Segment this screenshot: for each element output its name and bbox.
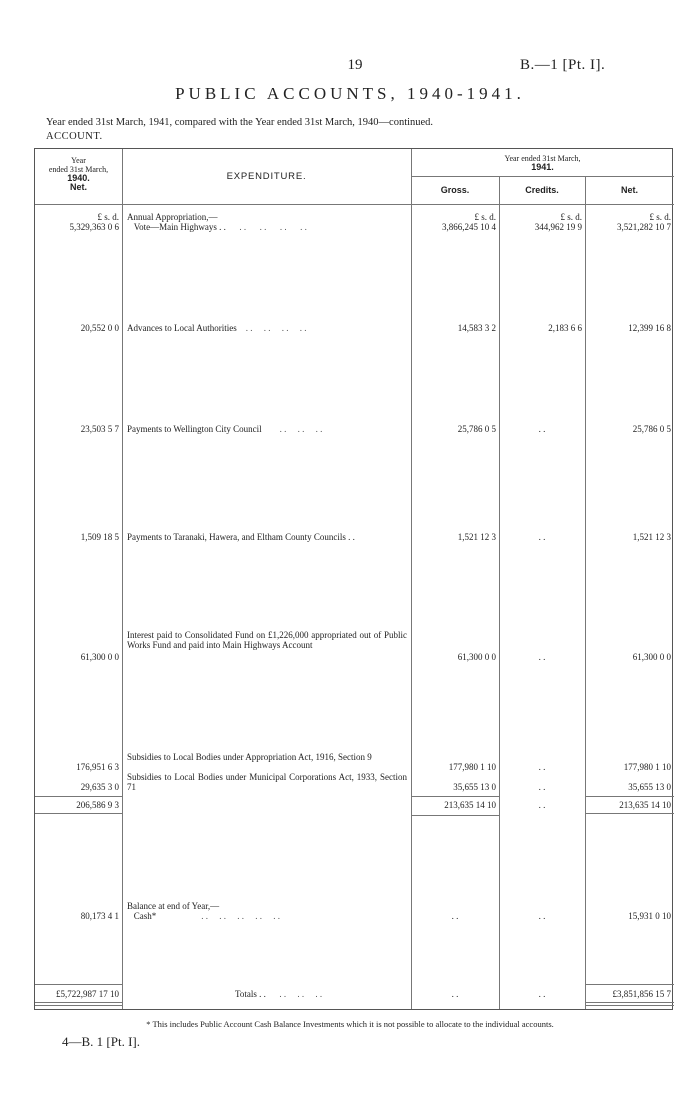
subtotal-rule — [411, 815, 499, 816]
credits-cell: . . — [538, 424, 546, 434]
totals-rule — [35, 1002, 122, 1003]
subtitle: Year ended 31st March, 1941, compared with the Year ended 31st March, 1940—continued. — [46, 117, 434, 128]
totals-rule — [585, 984, 674, 985]
net-cell: 3,521,282 10 7 — [617, 222, 671, 232]
prev-net-cell: 23,503 5 7 — [80, 424, 119, 434]
account-label: ACCOUNT. — [46, 131, 103, 142]
header-text: Year ended 31st March, — [504, 154, 581, 163]
subtotal-prev-net: 206,586 9 3 — [76, 800, 119, 810]
subtotal-rule — [35, 813, 122, 814]
gross-cell: . . — [451, 911, 459, 921]
gross-cell: 3,866,245 10 4 — [442, 222, 496, 232]
document-reference: B.—1 [Pt. I]. — [520, 57, 606, 73]
gross-cell: 35,655 13 0 — [453, 782, 496, 792]
prev-net-header: Net. — [69, 182, 87, 192]
gross-cell: 61,300 0 0 — [457, 652, 496, 662]
unit-label: £ s. d. — [474, 212, 496, 222]
net-cell: 12,399 16 8 — [628, 323, 671, 333]
unit-label: £ s. d. — [649, 212, 671, 222]
column-divider — [122, 149, 123, 1009]
prev-net-cell: 20,552 0 0 — [80, 323, 119, 333]
desc-text: Totals . . — [235, 989, 266, 999]
subtotal-rule — [585, 813, 674, 814]
net-cell: 1,521 12 3 — [632, 532, 671, 542]
column-divider — [411, 149, 412, 1009]
column-divider — [499, 176, 500, 1009]
subtotal-rule — [35, 796, 122, 797]
net-cell: 25,786 0 5 — [632, 424, 671, 434]
prev-net-cell: 29,635 3 0 — [80, 782, 119, 792]
gross-cell: 14,583 3 2 — [457, 323, 496, 333]
header-text: Year — [71, 156, 86, 165]
column-divider — [585, 176, 586, 1009]
prev-net-cell: 176,951 6 3 — [76, 762, 119, 772]
gross-cell: 25,786 0 5 — [457, 424, 496, 434]
credits-cell: 2,183 6 6 — [548, 323, 582, 333]
credits-cell: . . — [538, 762, 546, 772]
subtotal-credits: . . — [538, 800, 546, 810]
desc-line: Cash* . . . . . . . . . . — [127, 911, 280, 921]
prev-year-header — [35, 156, 122, 192]
desc-text: Payments to Wellington City Council — [127, 424, 262, 434]
totals-rule — [35, 984, 122, 985]
expenditure-description: Subsidies to Local Bodies under Municipal Corporations Act, 1933, Section 71 — [127, 772, 407, 792]
credits-cell: . . — [538, 782, 546, 792]
desc-line: Balance at end of Year,— — [127, 901, 220, 911]
header-text: 1941. — [531, 162, 554, 172]
expenditure-description — [127, 901, 407, 921]
footnote: * This includes Public Account Cash Balance Investments which it is not possible to allocate to the individual accounts. — [146, 1019, 554, 1029]
subtotal-net: 213,635 14 10 — [619, 800, 671, 810]
net-cell: 61,300 0 0 — [632, 652, 671, 662]
header-text: ended 31st March, — [48, 165, 109, 174]
totals-rule — [585, 1005, 674, 1006]
subtotal-gross: 213,635 14 10 — [444, 800, 496, 810]
prev-net-cell: 61,300 0 0 — [80, 652, 119, 662]
expenditure-description: Payments to Wellington City Council . . . . . . — [127, 424, 323, 434]
credits-cell: . . — [538, 911, 546, 921]
page-title: PUBLIC ACCOUNTS, 1940-1941. — [175, 84, 525, 103]
totals-credits: . . — [538, 989, 546, 999]
gross-cell: 177,980 1 10 — [448, 762, 496, 772]
totals-label: Totals . . . . . . . . — [235, 989, 323, 999]
totals-gross: . . — [451, 989, 459, 999]
page-number: 19 — [347, 57, 363, 73]
header-divider — [411, 176, 674, 177]
expenditure-header: EXPENDITURE. — [226, 171, 307, 182]
prev-net-cell: 5,329,363 0 6 — [69, 222, 119, 232]
net-cell: 35,655 13 0 — [628, 782, 671, 792]
curr-year-header — [411, 154, 674, 172]
totals-prev-net: £5,722,987 17 10 — [56, 989, 119, 999]
expenditure-description — [127, 212, 407, 232]
totals-net: £3,851,856 15 7 — [612, 989, 671, 999]
expenditure-description: Advances to Local Authorities . . . . . . . . — [127, 323, 307, 333]
header-divider — [35, 204, 674, 205]
gross-cell: 1,521 12 3 — [457, 532, 496, 542]
net-cell: 15,931 0 10 — [628, 911, 671, 921]
expenditure-table — [34, 148, 673, 1010]
expenditure-description: Subsidies to Local Bodies under Appropriation Act, 1916, Section 9 — [127, 752, 372, 762]
net-cell: 177,980 1 10 — [623, 762, 671, 772]
desc-line: Annual Appropriation,— — [127, 212, 218, 222]
subtotal-rule — [411, 796, 499, 797]
net-header: Net. — [620, 185, 638, 195]
expenditure-description: Payments to Taranaki, Hawera, and Eltham County Councils . . — [127, 532, 355, 542]
expenditure-description: Interest paid to Consolidated Fund on £1,226,000 appropriated out of Public Works Fund and paid into Main Highways Account — [127, 630, 407, 650]
gross-header: Gross. — [440, 185, 470, 195]
credits-header: Credits. — [525, 185, 559, 195]
credits-cell: . . — [538, 652, 546, 662]
totals-rule — [585, 1002, 674, 1003]
bottom-reference: 4—B. 1 [Pt. I]. — [62, 1034, 140, 1049]
prev-net-cell: 1,509 18 5 — [80, 532, 119, 542]
credits-cell: . . — [538, 532, 546, 542]
unit-label: £ s. d. — [560, 212, 582, 222]
header-text: 1940. — [67, 173, 90, 183]
totals-rule — [35, 1005, 122, 1006]
desc-line: Vote—Main Highways . . . . . . . . . . — [127, 222, 307, 232]
unit-label: £ s. d. — [97, 212, 119, 222]
credits-cell: 344,962 19 9 — [534, 222, 582, 232]
prev-net-cell: 80,173 4 1 — [80, 911, 119, 921]
subtotal-rule — [585, 796, 674, 797]
desc-text: Advances to Local Authorities — [127, 323, 237, 333]
